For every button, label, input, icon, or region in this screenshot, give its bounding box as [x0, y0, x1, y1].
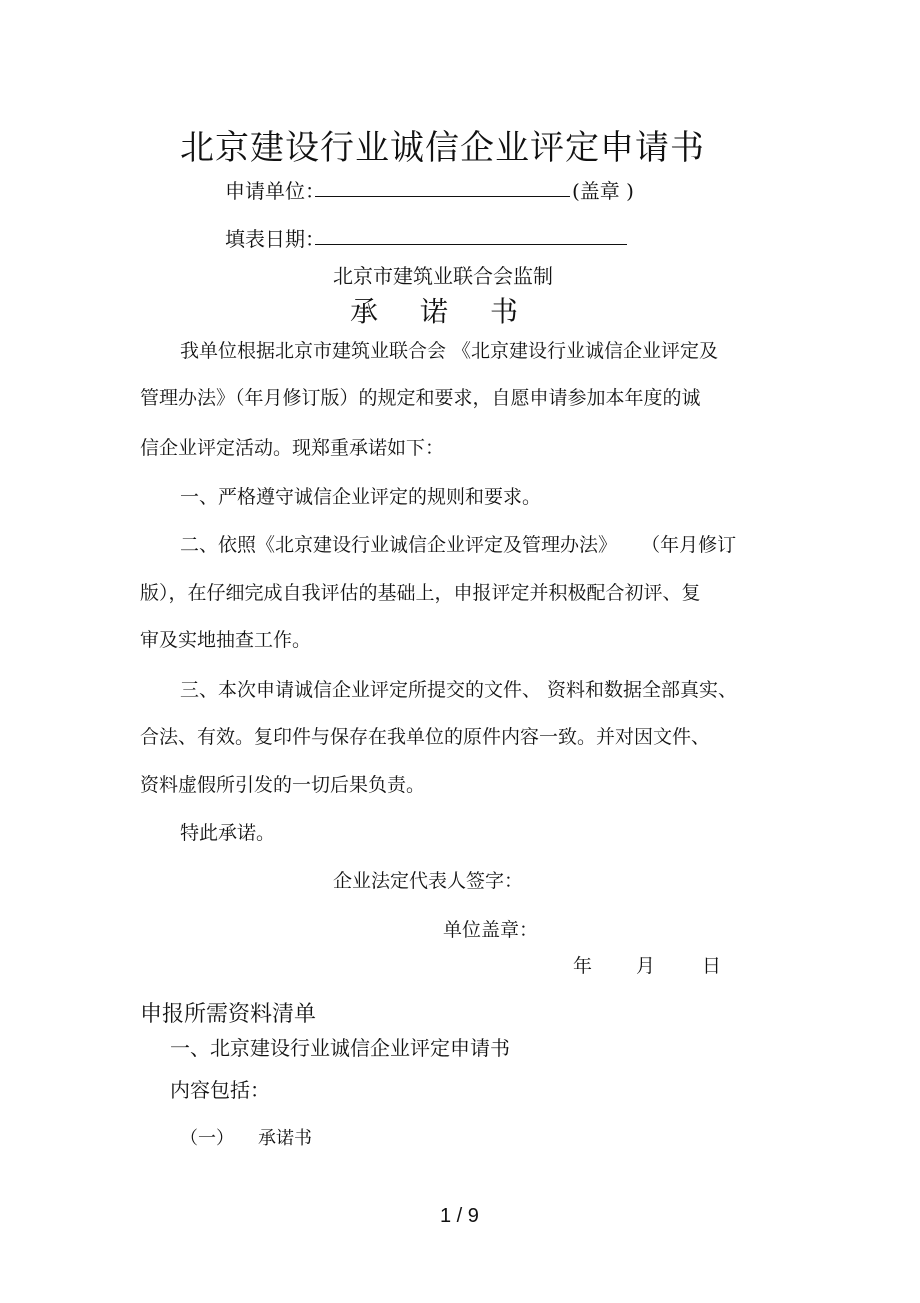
pledge-item-2-line-1: 二、依照《北京建设行业诚信企业评定及管理办法》 （年月修订 — [180, 534, 737, 556]
pledge-intro-line-3: 信企业评定活动。现郑重承诺如下： — [140, 437, 445, 459]
date-label: 填表日期： — [225, 227, 325, 251]
materials-item-1: 一、北京建设行业诚信企业评定申请书 — [170, 1036, 510, 1060]
date-year: 年 — [573, 955, 593, 977]
pledge-item-3-line-3: 资料虚假所引发的一切后果负责。 — [140, 774, 426, 796]
pledge-item-3-line-1: 三、本次申请诚信企业评定所提交的文件、 资料和数据全部真实、 — [180, 679, 738, 701]
materials-sub1-text: 承诺书 — [258, 1128, 312, 1149]
date-day: 日 — [702, 955, 722, 977]
applicant-label: 申请单位： — [225, 179, 325, 203]
materials-sub1-number: （一） — [180, 1128, 234, 1149]
materials-content-label: 内容包括： — [170, 1078, 270, 1102]
pledge-intro-line-2: 管理办法》（年月修订版）的规定和要求，自愿申请参加本年度的诚 — [140, 387, 701, 409]
seal-note: (盖章 ) — [572, 179, 634, 203]
materials-heading: 申报所需资料清单 — [140, 1002, 317, 1027]
pledge-heading: 承诺书 — [350, 295, 561, 328]
date-field-line — [315, 244, 627, 245]
document-title: 北京建设行业诚信企业评定申请书 — [180, 128, 705, 168]
supervisor-text: 北京市建筑业联合会监制 — [333, 264, 553, 288]
pledge-intro-line-1: 我单位根据北京市建筑业联合会 《北京建设行业诚信企业评定及 — [180, 340, 719, 362]
pledge-item-1: 一、严格遵守诚信企业评定的规则和要求。 — [180, 486, 542, 508]
date-month: 月 — [636, 955, 656, 977]
applicant-field-line — [315, 196, 570, 197]
pledge-item-3-line-2: 合法、有效。复印件与保存在我单位的原件内容一致。并对因文件、 — [140, 726, 711, 748]
signature-label: 企业法定代表人签字： — [333, 870, 524, 892]
page-number: 1 / 9 — [440, 1205, 479, 1227]
pledge-item-2-line-2: 版），在仔细完成自我评估的基础上，申报评定并积极配合初评、复 — [140, 582, 701, 604]
pledge-item-2-line-3: 审及实地抽查工作。 — [140, 629, 312, 651]
pledge-closing: 特此承诺。 — [180, 822, 276, 844]
seal-label: 单位盖章： — [443, 919, 539, 941]
